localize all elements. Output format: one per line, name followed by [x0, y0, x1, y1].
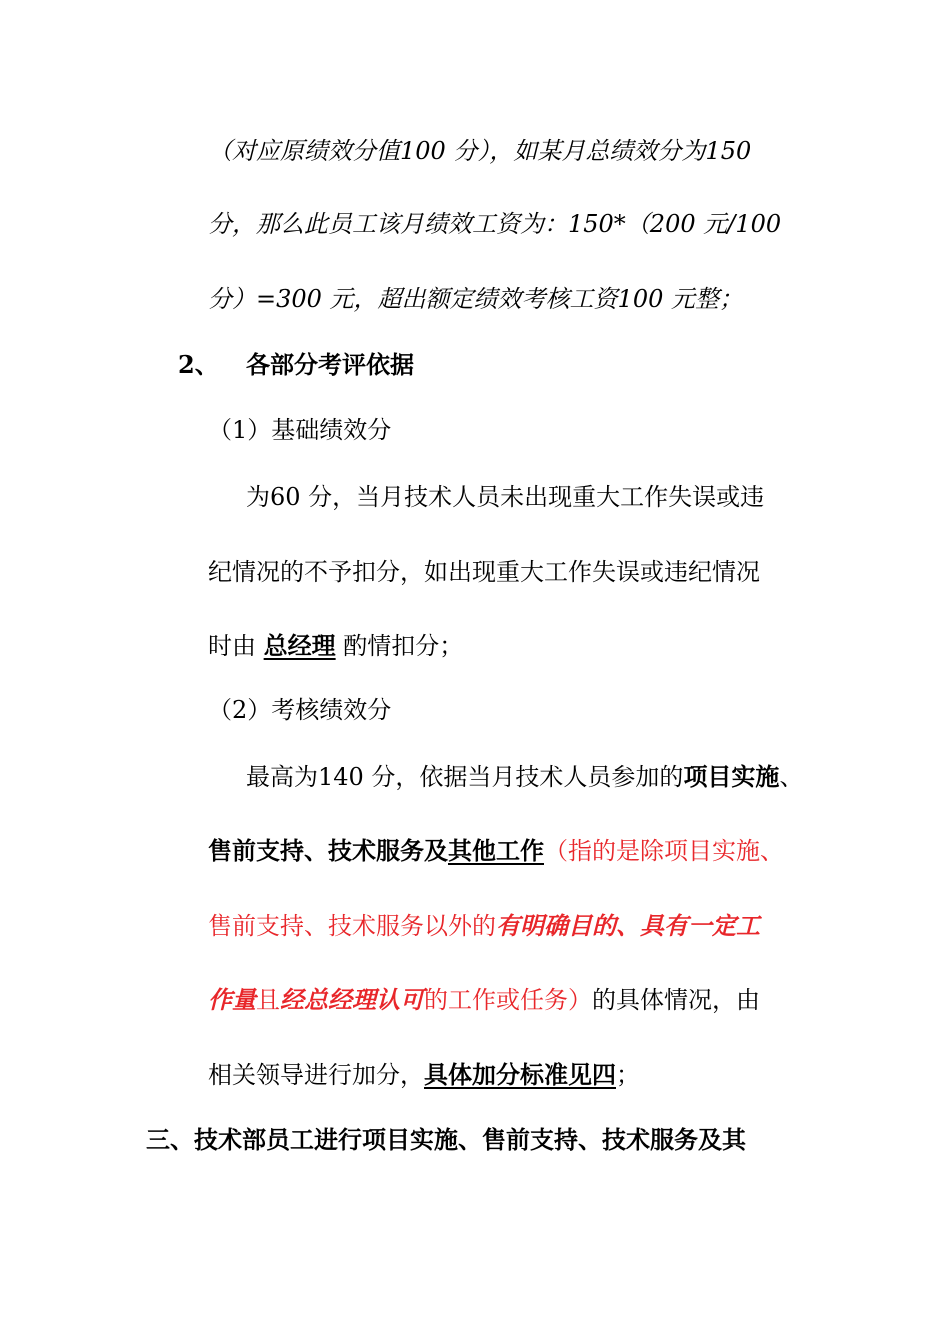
assess-line-5-suffix: ； — [616, 1061, 640, 1089]
example-line-1: （对应原绩效分值100 分），如某月总绩效分为150 — [208, 137, 752, 165]
assess-line-1-prefix: 最高为140 分，依据当月技术人员参加的 — [246, 763, 684, 791]
presales-support-term: 售前支持、技术服务及 — [208, 837, 448, 865]
basic-score-line-2: 纪情况的不予扣分，如出现重大工作失误或违纪情况 — [208, 558, 760, 586]
assess-line-4-suffix: 的具体情况，由 — [592, 986, 760, 1014]
gm-approved-term: 经总经理认可 — [280, 986, 424, 1014]
other-work-note-start: （指的是除项目实施、 — [544, 837, 784, 865]
other-work-note-mid: 售前支持、技术服务以外的 — [208, 912, 496, 940]
assess-score-heading: （2）考核绩效分 — [208, 696, 392, 724]
section-2-title: 各部分考评依据 — [246, 351, 414, 379]
basic-score-heading: （1）基础绩效分 — [208, 416, 392, 444]
bonus-standard-reference: 具体加分标准见四 — [424, 1061, 616, 1089]
other-work-note-end: 的工作或任务） — [424, 986, 592, 1014]
assess-score-line-3 — [208, 910, 760, 942]
general-manager-term: 总经理 — [263, 632, 336, 660]
other-work-term: 其他工作 — [448, 837, 544, 865]
section-2-number: 2、 — [178, 350, 219, 379]
basic-score-line-3 — [208, 630, 463, 662]
basic-line-3-suffix: 酌情扣分； — [335, 632, 464, 660]
assess-score-line-2 — [208, 835, 784, 867]
assess-score-line-1 — [246, 761, 803, 793]
basic-line-3-prefix: 时由 — [208, 632, 264, 660]
clear-purpose-term: 有明确目的、具有一定工 — [496, 912, 760, 940]
assess-line-1-suffix: 、 — [779, 763, 804, 791]
workload-term: 作量 — [208, 986, 256, 1014]
project-implementation-term: 项目实施 — [683, 763, 780, 791]
example-line-3: 分）=300 元，超出额定绩效考核工资100 元整； — [208, 285, 743, 313]
assess-score-line-5 — [208, 1059, 640, 1091]
assess-line-5-prefix: 相关领导进行加分， — [208, 1061, 424, 1089]
assess-score-line-4 — [208, 984, 760, 1016]
example-line-2: 分，那么此员工该月绩效工资为：150*（200 元/100 — [208, 210, 782, 238]
and-connector: 且 — [256, 986, 280, 1014]
section-3-heading: 三、技术部员工进行项目实施、售前支持、技术服务及其 — [146, 1126, 746, 1154]
basic-score-line-1: 为60 分，当月技术人员未出现重大工作失误或违 — [246, 483, 765, 511]
